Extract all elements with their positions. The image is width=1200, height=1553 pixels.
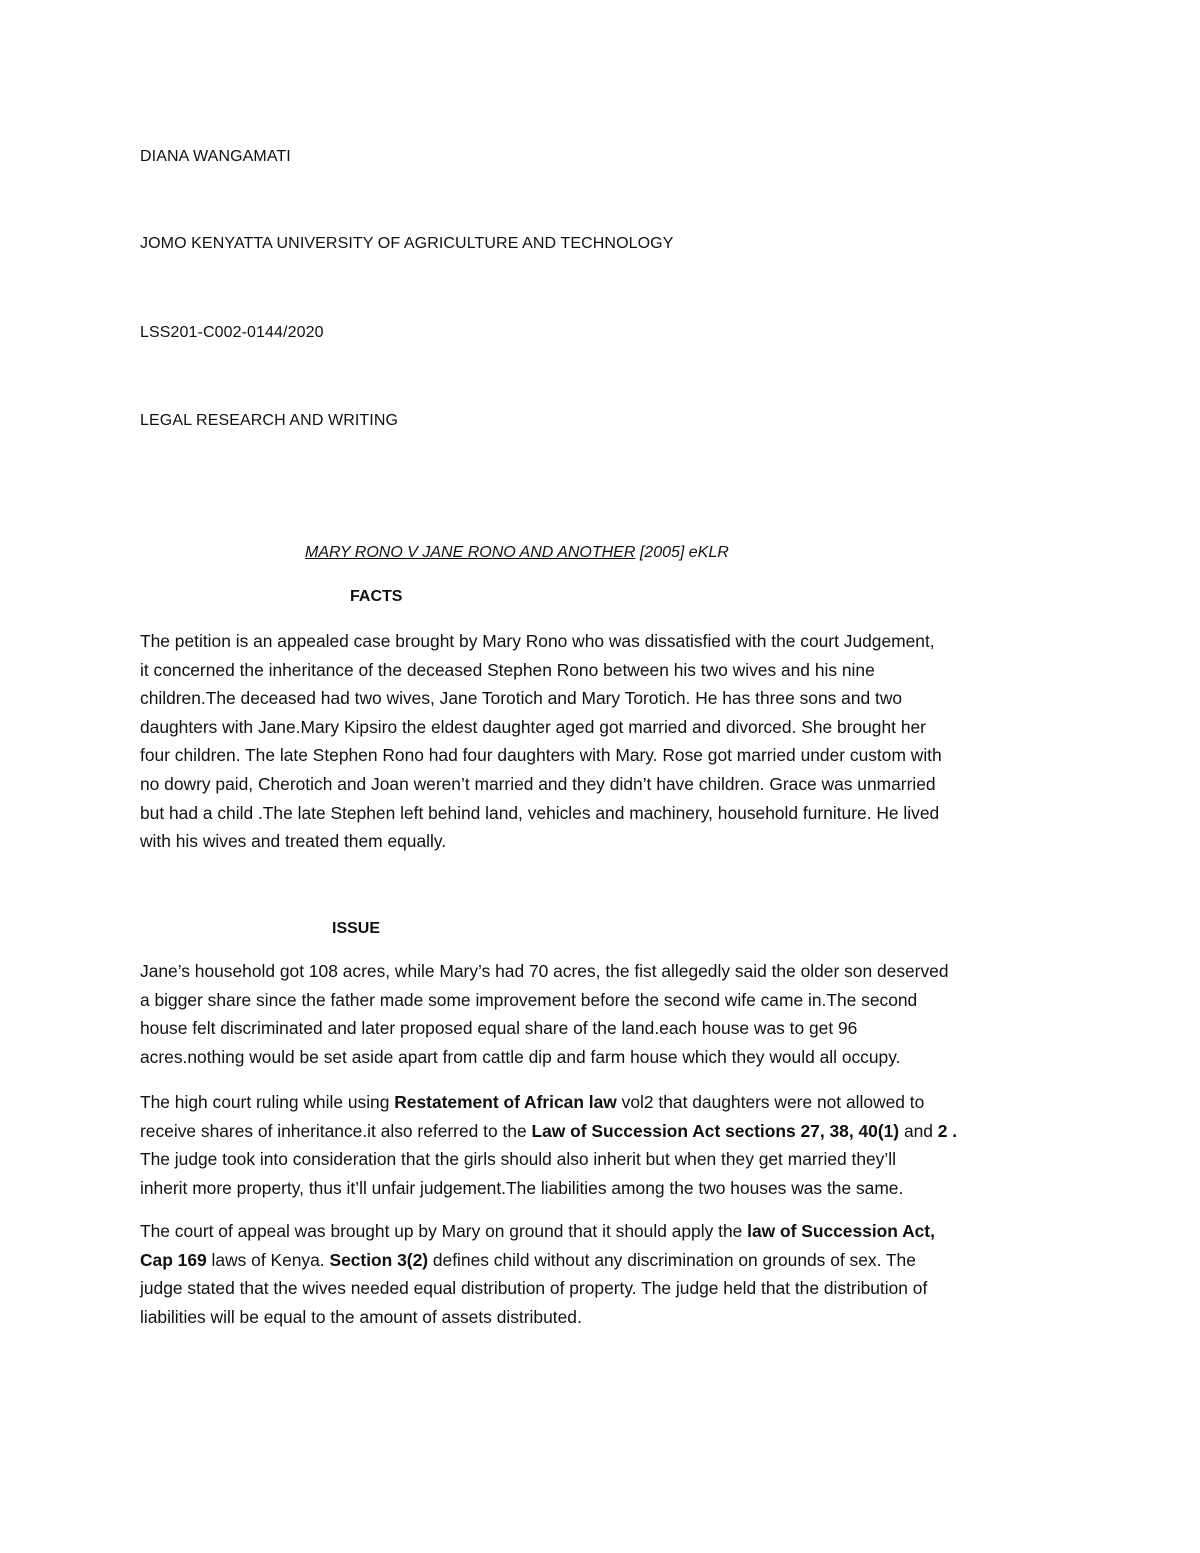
facts-line: it concerned the inheritance of the deceased Stephen Rono between his two wives and his nine — [140, 659, 875, 680]
facts-line: with his wives and treated them equally. — [140, 831, 447, 852]
issue-line: a bigger share since the father made some improvement before the second wife came in.The second — [140, 989, 918, 1010]
issue-line: The court of appeal was brought up by Mary on ground that it should apply the law of Succession Act, — [140, 1221, 935, 1241]
issue-line: inherit more property, thus it’ll unfair judgement.The liabilities among the two houses was the same. — [140, 1177, 904, 1198]
issue-line: judge stated that the wives needed equal distribution of property. The judge held that the distribution of — [140, 1278, 928, 1299]
issue-line: acres.nothing would be set aside apart from cattle dip and farm house which they would all occupy. — [140, 1046, 901, 1067]
facts-paragraph — [140, 627, 1065, 856]
course-title: LEGAL RESEARCH AND WRITING — [140, 412, 399, 429]
statute-reference: Law of Succession Act sections 27, 38, 40(1) — [531, 1120, 900, 1141]
university-name: JOMO KENYATTA UNIVERSITY OF AGRICULTURE AND TECHNOLOGY — [140, 235, 674, 252]
statute-reference: 2 . — [937, 1120, 958, 1141]
facts-line: four children. The late Stephen Rono had four daughters with Mary. Rose got married under custom with — [140, 745, 942, 766]
issue-line: The judge took into consideration that the girls should also inherit but when they get married they’ll — [140, 1149, 896, 1170]
issue-line: Jane’s household got 108 acres, while Mary’s had 70 acres, the fist allegedly said the older son deserved — [140, 961, 949, 981]
facts-line: no dowry paid, Cherotich and Joan weren’t married and they didn’t have children. Grace was unmarried — [140, 773, 936, 794]
author-name: DIANA WANGAMATI — [140, 148, 291, 165]
case-title — [305, 544, 729, 562]
issue-line: liabilities will be equal to the amount of assets distributed. — [140, 1306, 582, 1327]
facts-line: but had a child .The late Stephen left behind land, vehicles and machinery, household furniture. He lived — [140, 802, 940, 823]
issue-line: Cap 169 laws of Kenya. Section 3(2) defines child without any discrimination on grounds of sex. The — [140, 1249, 916, 1270]
facts-line: The petition is an appealed case brought by Mary Rono who was dissatisfied with the court Judgement, — [140, 631, 935, 651]
facts-line: children.The deceased had two wives, Jane Torotich and Mary Torotich. He has three sons and two — [140, 688, 903, 709]
issue-line: The high court ruling while using Restatement of African law vol2 that daughters were not allowed to — [140, 1092, 925, 1112]
statute-reference: Cap 169 — [140, 1249, 207, 1270]
case-name: MARY RONO V JANE RONO AND ANOTHER — [305, 544, 636, 561]
issue-line: house felt discriminated and later proposed equal share of the land.each house was to get 96 — [140, 1018, 858, 1039]
issue-line: receive shares of inheritance.it also referred to the Law of Succession Act sections 27, 38, 40(1) and 2 . — [140, 1120, 958, 1141]
facts-line: daughters with Jane.Mary Kipsiro the eldest daughter aged got married and divorced. She brought her — [140, 716, 926, 737]
issue-paragraph-1 — [140, 957, 1065, 1071]
issue-paragraph-3 — [140, 1217, 1065, 1331]
issue-heading: ISSUE — [332, 920, 381, 937]
statute-reference: Section 3(2) — [329, 1249, 429, 1270]
case-citation: [2005] eKLR — [635, 544, 729, 561]
registration-number: LSS201-C002-0144/2020 — [140, 324, 324, 341]
issue-paragraph-2 — [140, 1088, 1065, 1202]
facts-heading: FACTS — [350, 588, 403, 605]
statute-reference: Restatement of African law — [394, 1092, 617, 1112]
statute-reference: law of Succession Act, — [747, 1221, 935, 1241]
